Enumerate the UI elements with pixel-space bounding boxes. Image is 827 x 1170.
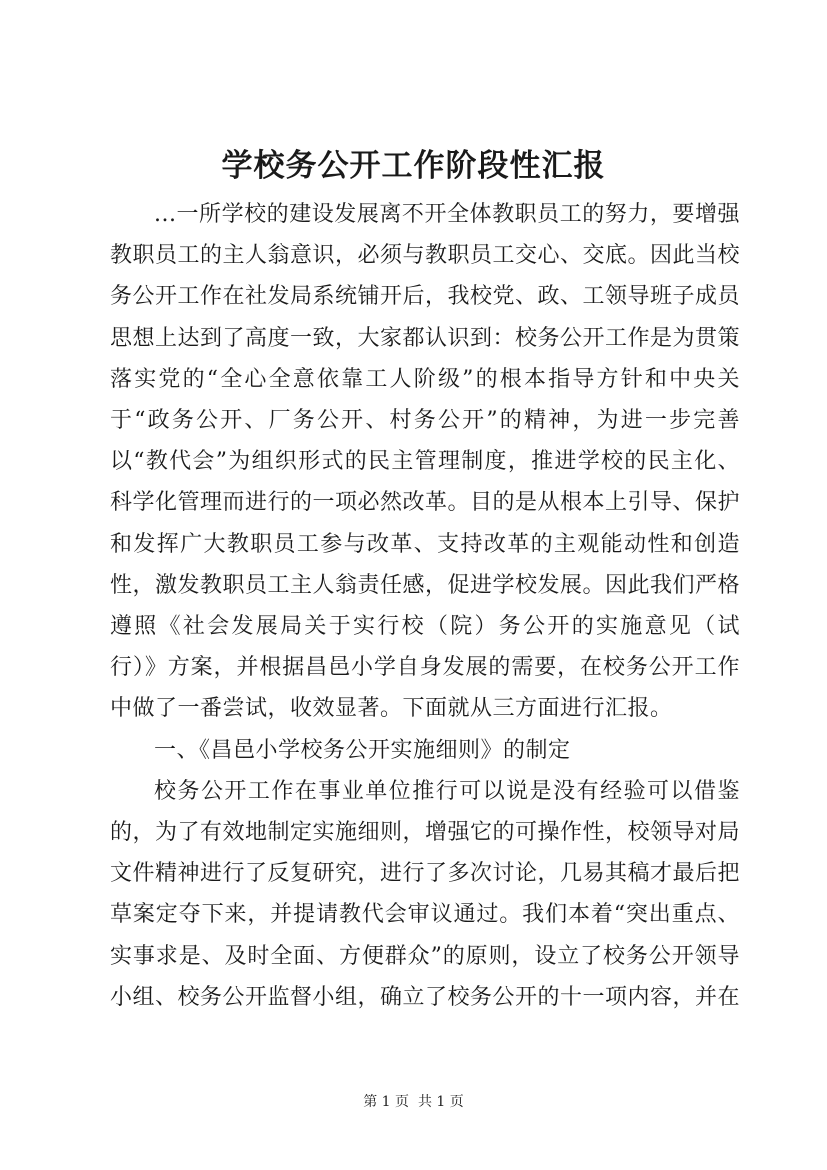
document-body <box>110 194 740 1018</box>
document-title: 学校务公开工作阶段性汇报 <box>221 148 606 184</box>
page-number-label: 第 1 页 共 1 页 <box>363 1094 464 1110</box>
page-footer <box>0 1092 827 1112</box>
paragraph-section-1: 校务公开工作在事业单位推行可以说是没有经验可以借鉴的，为了有效地制定实施细则，增强它的可操作性，校领导对局文件精神进行了反复研究，进行了多次讨论，几易其稿才最后把草案定夺下来，并提请教代会审议通过。我们本着“突出重点、实事求是、及时全面、方便群众”的原则，设立了校务公开领导小组、校务公开监督小组，确立了校务公开的十一项内容，并在 <box>110 778 741 1010</box>
section-heading-1: 一、《昌邑小学校务公开实施细则》的制定 <box>154 737 571 763</box>
paragraph-intro: ...一所学校的建设发展离不开全体教职员工的努力，要增强教职员工的主人翁意识，必须与教职员工交心、交底。因此当校务公开工作在社发局系统铺开后，我校党、政、工领导班子成员思想上达到了高度一致，大家都认识到：校务公开工作是为贯策落实党的“全心全意依靠工人阶级”的根本指导方针和中央关于“政务公开、厂务公开、村务公开”的精神，为进一步完善以“教代会”为组织形式的民主管理制度，推进学校的民主化、科学化管理而进行的一项必然改革。目的是从根本上引导、保护和发挥广大教职员工参与改革、支持改革的主观能动性和创造性，激发教职员工主人翁责任感，促进学校发展。因此我们严格遵照《社会发展局关于实行校（院）务公开的实施意见（试行）》方案，并根据昌邑小学自身发展的需要，在校务公开工作中做了一番尝试，收效显著。下面就从三方面进行汇报。 <box>110 202 741 722</box>
